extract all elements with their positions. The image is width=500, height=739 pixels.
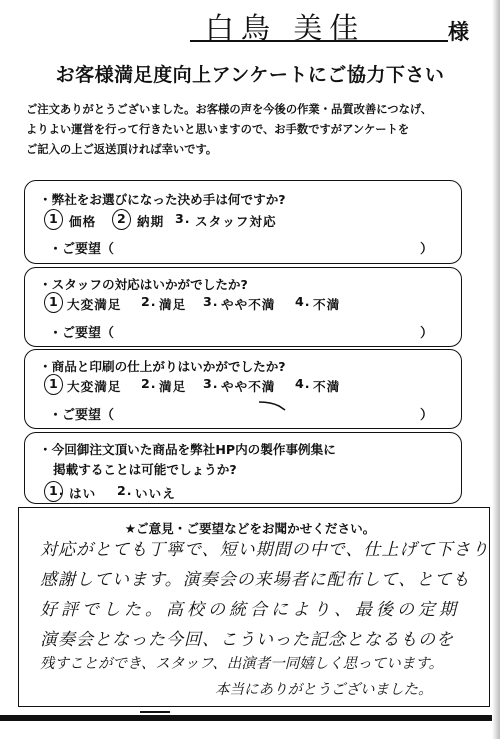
option-label[interactable]: はい <box>69 486 97 501</box>
option-label[interactable]: やや不満 <box>221 297 276 312</box>
question-card-4 <box>24 432 462 504</box>
option-label[interactable]: スタッフ対応 <box>195 214 277 229</box>
request-label: ・ご要望（ <box>49 242 115 257</box>
option-label[interactable]: 不満 <box>313 379 341 394</box>
intro-line: ご注文ありがとうございました。お客様の声を今後の作業・品質改善につなげ、 <box>26 103 433 116</box>
request-close: ） <box>420 242 434 257</box>
option-number[interactable]: 4. <box>295 376 311 391</box>
request-close: ） <box>420 408 434 423</box>
comment-line: 対応がとても丁寧で、短い期間の中で、仕上げて下さり <box>40 540 490 560</box>
question-card-1 <box>24 180 462 264</box>
option-number[interactable]: 3. <box>203 376 219 391</box>
honorific: 様 <box>448 20 469 44</box>
comment-line: 感謝しています。演奏会の来場者に配布して、とても <box>40 570 471 590</box>
option-number[interactable]: 1. <box>49 483 65 498</box>
option-number[interactable]: 3. <box>203 294 219 309</box>
option-number[interactable]: 1 <box>49 294 59 309</box>
option-label[interactable]: 価格 <box>69 214 97 229</box>
name-underline <box>190 40 448 42</box>
comment-line: 残すことができ、スタッフ、出演者一同嬉しく思っています。 <box>40 656 444 672</box>
question-card-2 <box>24 267 462 347</box>
comment-line: 好評でした。高校の統合により、最後の定期 <box>40 600 460 620</box>
option-label[interactable]: 大変満足 <box>67 379 122 394</box>
pen-mark <box>255 398 295 412</box>
option-number[interactable]: 2. <box>141 294 157 309</box>
option-number[interactable]: 2. <box>117 483 133 498</box>
intro-line: ご記入の上ご返送頂ければ幸いです。 <box>26 143 218 156</box>
option-label[interactable]: 大変満足 <box>67 297 122 312</box>
question-text-line1: ・今回御注文頂いた商品を弊社HP内の製作事例集に <box>39 442 336 457</box>
option-number[interactable]: 2 <box>117 211 127 226</box>
question-text-line2: 掲載することは可能でしょうか? <box>53 462 237 477</box>
option-label[interactable]: やや不満 <box>221 379 276 394</box>
option-number[interactable]: 3. <box>175 211 191 226</box>
customer-name: 白鳥 美佳 <box>205 11 366 45</box>
question-card-3 <box>24 349 462 429</box>
scan-mark <box>140 711 170 713</box>
question-text: ・スタッフの対応はいかがでしたか? <box>39 277 248 292</box>
option-number[interactable]: 1 <box>49 376 59 391</box>
intro-line: よりよい運営を行って行きたいと思いますので、お手数ですがアンケートを <box>26 123 410 136</box>
option-label[interactable]: 不満 <box>313 297 341 312</box>
option-label[interactable]: いいえ <box>135 486 176 501</box>
option-number[interactable]: 1 <box>49 211 59 226</box>
question-text: ・弊社をお選びになった決め手は何ですか? <box>39 192 286 207</box>
intro-text <box>26 100 488 160</box>
option-number[interactable]: 2. <box>141 376 157 391</box>
question-text: ・商品と印刷の仕上がりはいかがでしたか? <box>39 359 286 374</box>
option-number[interactable]: 4. <box>295 294 311 309</box>
comment-line: 本当にありがとうございました。 <box>215 682 433 698</box>
request-close: ） <box>420 326 434 341</box>
survey-title: お客様満足度向上アンケートにご協力下さい <box>55 64 445 86</box>
request-label: ・ご要望（ <box>49 326 115 341</box>
comment-line: 演奏会となった今回、こういった記念となるものを <box>40 630 454 650</box>
comment-heading: ★ご意見・ご要望などをお聞かせください。 <box>124 521 376 536</box>
option-label[interactable]: 納期 <box>137 214 165 229</box>
option-label[interactable]: 満足 <box>159 379 187 394</box>
scan-edge-right <box>492 0 500 739</box>
scan-border-bottom <box>0 715 500 721</box>
option-label[interactable]: 満足 <box>159 297 187 312</box>
request-label: ・ご要望（ <box>49 408 115 423</box>
